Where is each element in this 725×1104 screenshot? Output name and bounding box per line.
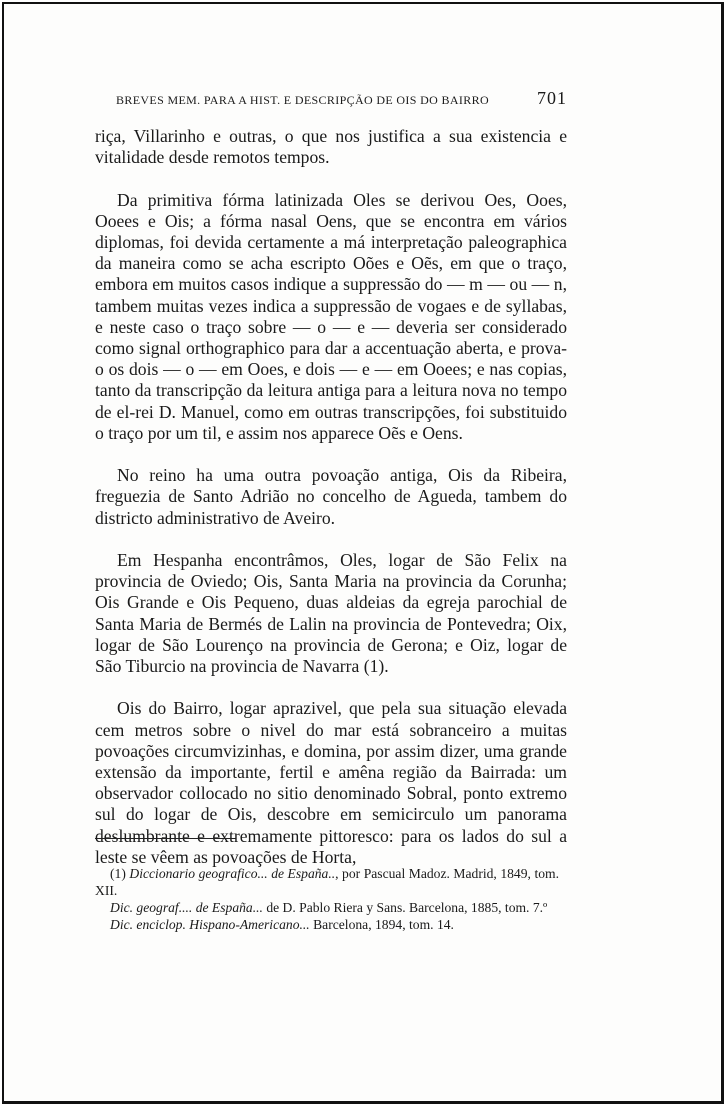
footnote-title: Dic. enciclop. Hispano-Americano... <box>110 917 310 932</box>
paragraph-hespanha: Em Hespanha encontrâmos, Oles, logar de São Felix na provincia de Oviedo; Ois, Santa Maria na provincia da Corunha; Ois Grande e Ois Pequeno, duas aldeias da egreja parochial de Santa Maria de Bermés de Lalin na provincia de Pontevedra; Oix, logar de São Lourenço na provincia de Gerona; e Oiz, logar de São Tiburcio na provincia de Navarra (1). <box>95 550 567 677</box>
footnote <box>95 899 559 916</box>
footnote <box>95 916 559 933</box>
footnote-rule <box>95 838 236 839</box>
paragraph-oles-forms: Da primitiva fórma latinizada Oles se derivou Oes, Ooes, Ooees e Ois; a fórma nasal Oens, que se encontra em vários diplomas, foi devida certamente a má interpretação paleographica da maneira como se acha escripto Oões e Oẽs, em que o traço, embora em muitos casos indique a suppressão do — m — ou — n, tambem muitas vezes indica a suppressão de vogaes e de syllabas, e neste caso o traço sobre — o — e — deveria ser considerado como signal orthographico para dar a accentuação aberta, e prova-o os dois — o — em Ooes, e dois — e — em Ooees; e nas copias, tanto da transcripção da leitura antiga para a leitura nova no tempo de el-rei D. Manuel, como em outras transcripções, foi substituido o traço por um til, e assim nos apparece Oẽs e Oens. <box>95 189 567 443</box>
running-header: BREVES MEM. PARA A HIST. E DESCRIPÇÃO DE OIS DO BAIRRO <box>116 93 489 107</box>
footnote-text: , por Pascual Madoz. Madrid, 1849, tom. XII. <box>95 866 559 898</box>
footnote-title: Dic. geograf.... de España... <box>110 900 263 915</box>
footnote <box>95 865 559 899</box>
footnotes <box>95 865 559 933</box>
footnote-title: Diccionario geografico... de España.. <box>129 866 336 881</box>
paragraph-ois-da-ribeira: No reino ha uma outra povoação antiga, Ois da Ribeira, freguezia de Santo Adrião no concelho de Agueda, tambem do districto administrativo de Aveiro. <box>95 465 567 528</box>
page-number: 701 <box>537 88 567 108</box>
footnote-text: de D. Pablo Riera y Sans. Barcelona, 1885, tom. 7.º <box>262 900 548 915</box>
paragraph-ois-do-bairro: Ois do Bairro, logar aprazivel, que pela sua situação elevada cem metros sobre o nivel do mar está sobranceiro a muitas povoações circumvizinhas, e domina, por assim dizer, uma grande extensão da importante, fertil e amêna região da Bairrada: um observador collocado no sitio denominado Sobral, ponto extremo sul do logar de Ois, descobre em semicirculo um panorama deslumbrante e extremamente pittoresco: para os lados do sul a leste se vêem as povoações de Horta, <box>95 698 567 867</box>
body-text <box>95 126 567 889</box>
footnote-text: Barcelona, 1894, tom. 14. <box>309 917 454 932</box>
paragraph-continued: riça, Villarinho e outras, o que nos justifica a sua existencia e vitalidade desde remotos tempos. <box>95 126 567 168</box>
footnote-marker: (1) <box>110 866 126 881</box>
